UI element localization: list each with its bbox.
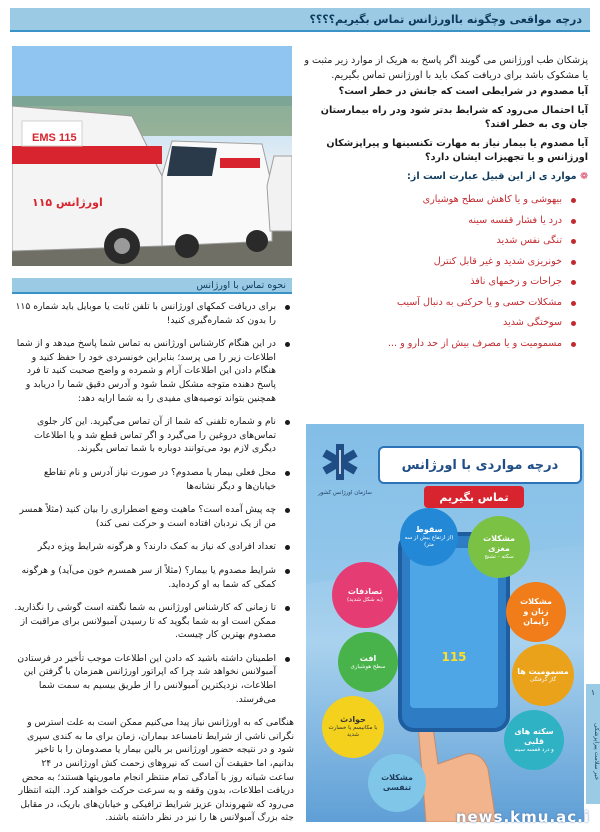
bubble-incidents bbox=[322, 696, 384, 758]
list-item: نام و شماره تلفنی که شما از آن تماس می‌گیرید. این کار جلوی تماس‌های دروغین را می‌گیرد و اگر تماس قطع شد و یا اطلاعات دیگری لازم بود می‌توانند دوباره با شما تماس بگیرند. bbox=[14, 415, 276, 456]
ambulance-fa-label: اورژانس ۱۱۵ bbox=[32, 196, 103, 209]
intro-section bbox=[302, 54, 588, 354]
bubble-main: حوادث bbox=[340, 715, 366, 724]
list-item: برای دریافت کمکهای اورژانس با تلفن ثابت یا موبایل باید شماره ۱۱۵ را بدون کد شماره‌گیری کنید! bbox=[15, 301, 276, 326]
bubble-main: مشکلات تنفسی bbox=[381, 773, 413, 792]
howto-section bbox=[14, 300, 294, 825]
closing-paragraph: هنگامی که به اورژانس نیاز پیدا می‌کنیم ممکن است به علت استرس و نگرانی ناشی از شرایط نامساعد بیماران، زمان برای ما به کندی سپری شود و در نتیجه حضور اورژانس بر بالین بیمار یا مصدومان را با تاخیر بدانیم، اما حقیقت آن است که نیروهای زحمت کش اورژانس در ۲۴ ساعت شبانه روز با آمادگی تمام منتظر انجام ماموریتها هستند؛ به محض دریافت اطلاعات، بدون وقفه و به سرعت حرکت خواهند کرد. البته انتظار می‌رود که شهروندان عزیز شرایط ترافیکی و خیابان‌های باریک، در مقابل جثه بزرگ آمبولانس ها را نیز در نظر داشته باشند. bbox=[18, 717, 294, 824]
howto-title-bar bbox=[12, 278, 292, 294]
bubble-main: مسمومیت ها bbox=[517, 666, 569, 676]
phone-number: 115 bbox=[441, 650, 467, 664]
bubble-sub: (به شکل شدید) bbox=[347, 596, 383, 603]
list-item: مسمومیت و یا مصرف بیش از حد دارو و ... bbox=[302, 334, 562, 355]
list-item: سوختگی شدید bbox=[302, 313, 562, 334]
ambulance-illustration bbox=[12, 46, 292, 266]
list-item: چه پیش آمده است؟ ماهیت وضع اضطراری را بیان کنید (مثلاً همسر من از یک نردبان افتاده است و حرکت نمی کند) bbox=[14, 503, 276, 530]
list-item: جراحات و زخمهای نافذ bbox=[302, 272, 562, 293]
bubble-sub: سکته - تشنج bbox=[484, 553, 514, 560]
list-item: محل فعلی بیمار یا مصدوم؟ در صورت نیاز آدرس و نام تقاطع خیابان‌ها و دیگر نشانه‌ها bbox=[14, 466, 276, 493]
poster-subtitle: تماس بگیریم bbox=[439, 490, 509, 504]
ems-label: EMS 115 bbox=[32, 132, 77, 144]
howto-list bbox=[14, 300, 294, 706]
list-item: در این هنگام کارشناس اورژانس به تماس شما پاسخ میدهد و از شما اطلاعات زیر را می پرسد؛ بنابراین خونسردی خود را حفظ کنید و هنگام دادن این اطلاعات آرام و شمرده و واضح صحبت کنید تا فرد پاسخ دهنده متوجه مشکل شما شود و آدرس دقیق شما را دریابد و همچنین بتواند توصیه‌های مفیدی را به شما ارایه دهد: bbox=[14, 337, 276, 405]
bubble-sub: و درد قفسه سینه bbox=[514, 746, 554, 753]
bubble-sub: با مکانیسم یا خسارت شدید bbox=[328, 725, 378, 738]
list-item: شرایط مصدوم یا بیمار؟ (مثلاً از سر همسرم خون می‌آید) و هرگونه کمکی که شما به او کرده‌اید. bbox=[14, 564, 276, 591]
page-tab bbox=[586, 684, 600, 804]
list-item: اطمینان داشته باشید که دادن این اطلاعات موجب تأخیر در فرستادن آمبولانس نخواهد شد چرا که اپراتور اورژانس همزمان با گرفتن این اطلاعات، نزدیکترین آمبولانس را از طریق بیسیم به سمت شما می‌فرستد. bbox=[14, 652, 276, 706]
poster-subtitle-banner bbox=[424, 486, 524, 508]
ambulance-photo bbox=[12, 46, 292, 266]
bubble-main: مشکلات زنان و زایمان bbox=[520, 597, 552, 626]
logo-caption: سازمان اورژانس کشور bbox=[318, 490, 372, 496]
list-item: درد یا فشار قفسه سینه bbox=[302, 211, 562, 232]
bubble-maternity bbox=[506, 582, 566, 642]
list-item: مشکلات حسی و یا حرکتی به دنبال آسیب bbox=[302, 293, 562, 314]
pointing-hand bbox=[418, 717, 496, 822]
question-3: آیا مصدوم یا بیمار نیاز به مهارت تکنسینها و پیراپزشکان اورژانس و یا تجهیزات ایشان دارد؟ bbox=[326, 137, 588, 163]
list-item: خونریزی شدید و غیر قابل کنترل bbox=[302, 252, 562, 273]
page-title: درچه مواقعی وچگونه بااورژانس تماس بگیریم؟؟؟؟ bbox=[309, 12, 582, 26]
watermark: news.kmu.ac.i bbox=[455, 808, 590, 826]
list-item: تا زمانی که کارشناس اورژانس به شما نگفته است گوشی را نگذارید. ممکن است او به شما بگوید که تا رسیدن آمبولانس برای مراقبت از مصدوم بهترین کار چیست. bbox=[14, 602, 276, 641]
list-item: بیهوشی و یا کاهش سطح هوشیاری bbox=[302, 190, 562, 211]
bubble-accidents bbox=[332, 562, 398, 628]
cases-heading bbox=[302, 170, 588, 185]
poster-title-banner bbox=[378, 446, 582, 484]
page-tab-label: خبر سلامت پیراپزشکی bbox=[593, 723, 600, 781]
bubble-sub: گاز گرفتگی bbox=[529, 676, 557, 683]
question-2: آیا احتمال می‌رود که شرایط بدتر شود ودر راه بیمارستان جان وی به خطر افتد؟ bbox=[320, 104, 588, 130]
cases-heading-text: موارد ی از این قبیل عبارت است از: bbox=[406, 170, 577, 182]
gear-icon: ❁ bbox=[576, 170, 588, 182]
cases-list bbox=[302, 190, 588, 354]
emergency-poster bbox=[306, 424, 584, 822]
bubble-main: سقوط bbox=[415, 525, 443, 534]
bubble-fall bbox=[400, 508, 458, 566]
bubble-consciousness bbox=[338, 632, 398, 692]
bubble-respiratory bbox=[368, 754, 426, 812]
bubble-main: افت bbox=[359, 653, 377, 663]
bubble-heart bbox=[504, 710, 564, 770]
bubble-main: مشکلات مغزی bbox=[483, 533, 515, 553]
page-title-bar bbox=[10, 8, 590, 32]
howto-title: نحوه تماس با اورژانس bbox=[196, 279, 286, 291]
page-number: ۱ bbox=[590, 688, 596, 697]
bubble-main: تصادفات bbox=[347, 586, 383, 596]
bubble-sub: سطح هوشیاری bbox=[350, 663, 386, 670]
bubble-poisoning bbox=[512, 644, 574, 706]
list-item: تنگی نفس شدید bbox=[302, 231, 562, 252]
bubble-main: سکته های قلبی bbox=[514, 726, 554, 746]
poster-title: درچه مواردی با اورژانس bbox=[401, 457, 559, 473]
intro-paragraph: پزشکان طب اورژانس می گویند اگر پاسخ به هریک از موارد زیر مثبت و یا مشکوک باشد برای دریافت کمک باید با اورژانس تماس بگیریم. bbox=[304, 55, 588, 81]
bubble-sub: (از ارتفاع بیش از سه متر) bbox=[404, 535, 454, 548]
question-1: آیا مصدوم در شرایطی است که جانش در خطر است؟ bbox=[338, 86, 588, 97]
list-item: تعداد افرادی که نیاز به کمک دارند؟ و هرگونه شرایط ویژه دیگر bbox=[14, 540, 276, 554]
bubble-brain bbox=[468, 516, 530, 578]
